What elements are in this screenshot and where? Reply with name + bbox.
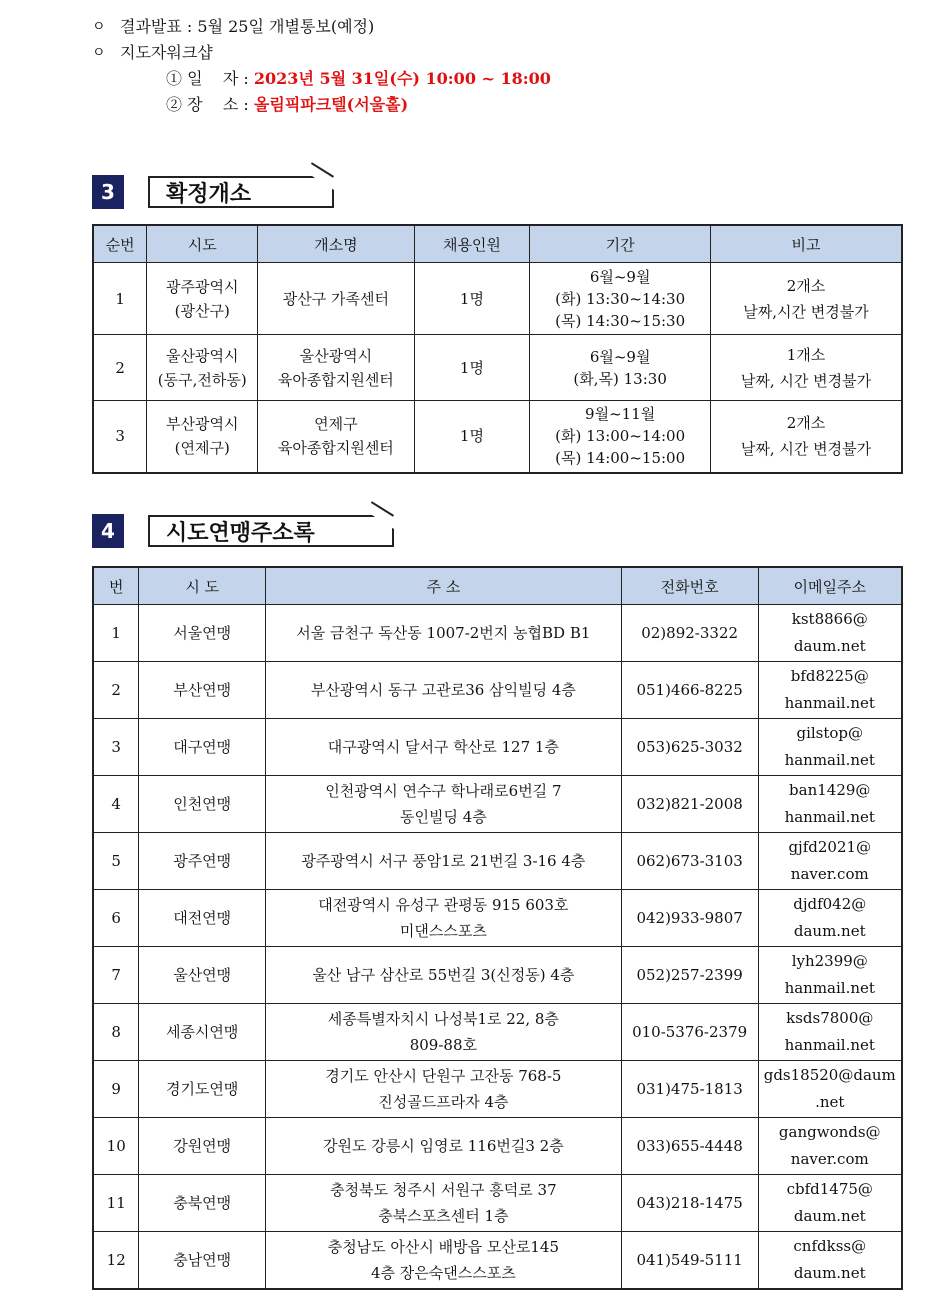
workshop-date <box>92 66 551 92</box>
table-header-row <box>93 567 902 605</box>
address-cell-line: 충북스포츠센터 1층 <box>378 1207 509 1225</box>
phone-cell: 042)933-9807 <box>621 890 758 947</box>
note-cell-line: 2개소 <box>786 276 826 295</box>
email-cell-line: daum.net <box>793 1264 866 1282</box>
col-header: 시 도 <box>139 567 266 605</box>
address-cell-line: 4층 장은숙댄스스포츠 <box>371 1264 516 1282</box>
row-number: 12 <box>93 1232 139 1290</box>
table-row <box>93 1175 902 1232</box>
col-header: 비고 <box>711 225 902 263</box>
email-cell <box>758 1004 902 1061</box>
row-number: 3 <box>93 401 147 473</box>
address-cell-line: 진성골드프라자 4층 <box>378 1093 509 1111</box>
email-cell-line: naver.com <box>790 1150 869 1168</box>
federation-name-cell: 부산연맹 <box>139 662 266 719</box>
note-cell <box>711 401 902 473</box>
email-cell <box>758 890 902 947</box>
period-cell-line: 9월~11월 <box>585 405 656 424</box>
phone-cell: 031)475-1813 <box>621 1061 758 1118</box>
note-cell-line: 날짜, 시간 변경불가 <box>740 440 872 459</box>
site-name-cell <box>258 263 415 335</box>
address-cell-line: 광주광역시 서구 풍암1로 21번길 3-16 4층 <box>301 852 586 870</box>
sido-cell-line: 울산광역시 <box>166 346 239 365</box>
row-number: 2 <box>93 662 139 719</box>
period-cell-line: 6월~9월 <box>589 347 651 366</box>
email-cell-line: ksds7800@ <box>786 1009 874 1027</box>
address-cell-line: 부산광역시 동구 고관로36 삼익빌딩 4층 <box>310 681 576 699</box>
federation-name-cell: 대전연맹 <box>139 890 266 947</box>
result-line <box>92 14 551 40</box>
col-header: 개소명 <box>258 225 415 263</box>
phone-cell: 033)655-4448 <box>621 1118 758 1175</box>
email-cell <box>758 1175 902 1232</box>
email-cell-line: cnfdkss@ <box>793 1237 867 1255</box>
address-cell <box>265 833 621 890</box>
tab-fold-corner <box>312 176 334 190</box>
period-cell <box>530 401 711 473</box>
sido-cell-line: 부산광역시 <box>166 415 239 434</box>
email-cell-line: bfd8225@ <box>790 667 869 685</box>
site-name-cell-line: 연제구 <box>314 415 358 434</box>
period-cell <box>530 263 711 335</box>
table-row <box>93 776 902 833</box>
table-row <box>93 1004 902 1061</box>
email-cell <box>758 719 902 776</box>
phone-cell: 032)821-2008 <box>621 776 758 833</box>
row-number: 1 <box>93 605 139 662</box>
address-cell <box>265 947 621 1004</box>
address-cell <box>265 605 621 662</box>
phone-cell: 052)257-2399 <box>621 947 758 1004</box>
email-cell-line: lyh2399@ <box>791 952 868 970</box>
address-cell-line: 충청북도 청주시 서원구 흥덕로 37 <box>330 1181 557 1199</box>
row-number: 11 <box>93 1175 139 1232</box>
federation-name-cell: 세종시연맹 <box>139 1004 266 1061</box>
sido-cell <box>147 263 258 335</box>
address-cell-line: 대전광역시 유성구 관평동 915 603호 <box>318 896 569 914</box>
federation-name-cell: 인천연맹 <box>139 776 266 833</box>
note-cell <box>711 263 902 335</box>
tab-fold-corner <box>372 515 394 529</box>
period-cell-line: (화) 13:30~14:30 <box>555 289 686 308</box>
address-cell-line: 충청남도 아산시 배방읍 모산로145 <box>327 1238 560 1256</box>
period-cell-line: (목) 14:00~15:00 <box>555 449 686 468</box>
email-cell-line: .net <box>815 1093 845 1111</box>
workshop-place <box>92 92 551 118</box>
section-title: 시도연맹주소록 <box>166 520 315 546</box>
col-header: 기간 <box>530 225 711 263</box>
section-4-header <box>92 514 394 548</box>
sido-cell-line: (연제구) <box>174 439 230 458</box>
place-value: 올림픽파크텔(서울홀) <box>253 95 409 114</box>
site-name-cell-line: 광산구 가족센터 <box>282 289 389 308</box>
table-row <box>93 833 902 890</box>
email-cell <box>758 1232 902 1290</box>
section-title-tab <box>148 515 394 547</box>
phone-cell: 010-5376-2379 <box>621 1004 758 1061</box>
row-number: 6 <box>93 890 139 947</box>
period-cell <box>530 335 711 401</box>
email-cell-line: ban1429@ <box>789 781 871 799</box>
row-number: 3 <box>93 719 139 776</box>
sido-cell-line: (광산구) <box>174 301 230 320</box>
federation-name-cell: 광주연맹 <box>139 833 266 890</box>
email-cell-line: hanmail.net <box>784 751 875 769</box>
address-cell <box>265 1232 621 1290</box>
email-cell-line: djdf042@ <box>793 895 867 913</box>
address-cell-line: 서울 금천구 독산동 1007-2번지 농협BD B1 <box>296 624 591 642</box>
row-number: 9 <box>93 1061 139 1118</box>
email-cell-line: hanmail.net <box>784 979 875 997</box>
table-row <box>93 1232 902 1290</box>
phone-cell: 062)673-3103 <box>621 833 758 890</box>
section-number: 3 <box>92 175 124 209</box>
federation-name-cell: 대구연맹 <box>139 719 266 776</box>
email-cell-line: gds18520@daum <box>763 1066 896 1084</box>
col-header: 번 <box>93 567 139 605</box>
email-cell-line: daum.net <box>793 922 866 940</box>
row-number: 4 <box>93 776 139 833</box>
email-cell <box>758 947 902 1004</box>
col-header: 전화번호 <box>621 567 758 605</box>
bullet-mark: ㅇ <box>92 45 106 61</box>
sido-cell <box>147 335 258 401</box>
table-row <box>93 335 902 401</box>
date-value: 2023년 5월 31일(수) 10:00 ~ 18:00 <box>253 69 551 88</box>
note-cell-line: 날짜,시간 변경불가 <box>743 302 869 321</box>
email-cell-line: gangwonds@ <box>778 1123 881 1141</box>
email-cell-line: gilstop@ <box>796 724 864 742</box>
col-header: 이메일주소 <box>758 567 902 605</box>
site-name-cell <box>258 401 415 473</box>
email-cell-line: kst8866@ <box>791 610 868 628</box>
table-row <box>93 719 902 776</box>
hire-count-cell: 1명 <box>414 263 530 335</box>
federation-name-cell: 충남연맹 <box>139 1232 266 1290</box>
phone-cell: 02)892-3322 <box>621 605 758 662</box>
address-cell-line: 세종특별자치시 나성북1로 22, 8층 <box>327 1010 559 1028</box>
sido-cell <box>147 401 258 473</box>
row-number: 10 <box>93 1118 139 1175</box>
table-row <box>93 890 902 947</box>
table-row <box>93 662 902 719</box>
address-cell <box>265 719 621 776</box>
site-name-cell-line: 육아종합지원센터 <box>277 439 394 458</box>
col-header: 주 소 <box>265 567 621 605</box>
note-cell-line: 2개소 <box>786 414 826 433</box>
email-cell <box>758 662 902 719</box>
site-name-cell <box>258 335 415 401</box>
email-cell <box>758 605 902 662</box>
address-cell-line: 대구광역시 달서구 학산로 127 1층 <box>327 738 559 756</box>
section-title: 확정개소 <box>166 181 252 207</box>
email-cell <box>758 776 902 833</box>
period-cell-line: (목) 14:30~15:30 <box>555 311 686 330</box>
federation-name-cell: 충북연맹 <box>139 1175 266 1232</box>
col-header: 채용인원 <box>414 225 530 263</box>
federation-name-cell: 강원연맹 <box>139 1118 266 1175</box>
federation-name-cell: 경기도연맹 <box>139 1061 266 1118</box>
sido-cell-line: (동구,전하동) <box>157 370 247 389</box>
federation-name-cell: 서울연맹 <box>139 605 266 662</box>
workshop-line <box>92 40 551 66</box>
result-text: 결과발표 : 5월 25일 개별통보(예정) <box>120 17 375 36</box>
row-number: 8 <box>93 1004 139 1061</box>
address-cell <box>265 890 621 947</box>
section-title-tab <box>148 176 334 208</box>
phone-cell: 043)218-1475 <box>621 1175 758 1232</box>
site-name-cell-line: 울산광역시 <box>299 346 373 365</box>
address-cell <box>265 1118 621 1175</box>
federation-address-table <box>92 566 903 1290</box>
address-cell-line: 울산 남구 삼산로 55번길 3(신정동) 4층 <box>312 966 575 984</box>
row-number: 1 <box>93 263 147 335</box>
table-row <box>93 1118 902 1175</box>
bullet-mark: ㅇ <box>92 19 106 35</box>
note-cell-line: 날짜, 시간 변경불가 <box>740 371 872 390</box>
email-cell-line: hanmail.net <box>784 808 875 826</box>
place-label: ② 장 소 : <box>166 95 254 114</box>
date-label: ① 일 자 : <box>166 69 254 88</box>
hire-count-cell: 1명 <box>414 335 530 401</box>
row-number: 5 <box>93 833 139 890</box>
address-cell-line: 인천광역시 연수구 학나래로6번길 7 <box>325 782 562 800</box>
address-cell <box>265 1175 621 1232</box>
hire-count-cell: 1명 <box>414 401 530 473</box>
phone-cell: 041)549-5111 <box>621 1232 758 1290</box>
workshop-text: 지도자워크샵 <box>120 43 213 62</box>
address-cell-line: 809-88호 <box>409 1036 477 1054</box>
phone-cell: 051)466-8225 <box>621 662 758 719</box>
address-cell <box>265 1004 621 1061</box>
period-cell-line: (화) 13:00~14:00 <box>555 427 686 446</box>
col-header: 순번 <box>93 225 147 263</box>
address-cell <box>265 776 621 833</box>
table-row <box>93 1061 902 1118</box>
site-name-cell-line: 육아종합지원센터 <box>277 370 394 389</box>
address-cell-line: 강원도 강릉시 임영로 116번길3 2층 <box>323 1137 564 1155</box>
email-cell-line: cbfd1475@ <box>786 1180 873 1198</box>
section-3-header <box>92 175 334 209</box>
address-cell <box>265 1061 621 1118</box>
section-number: 4 <box>92 514 124 548</box>
email-cell-line: hanmail.net <box>784 694 875 712</box>
email-cell-line: gjfd2021@ <box>788 838 872 856</box>
period-cell-line: 6월~9월 <box>589 267 651 286</box>
phone-cell: 053)625-3032 <box>621 719 758 776</box>
confirmed-sites-table <box>92 224 903 474</box>
email-cell <box>758 1061 902 1118</box>
note-cell <box>711 335 902 401</box>
table-row <box>93 605 902 662</box>
email-cell-line: daum.net <box>793 637 866 655</box>
table-row <box>93 401 902 473</box>
email-cell-line: daum.net <box>793 1207 866 1225</box>
email-cell-line: naver.com <box>790 865 869 883</box>
col-header: 시도 <box>147 225 258 263</box>
address-cell-line: 미댄스스포츠 <box>399 922 487 940</box>
address-cell <box>265 662 621 719</box>
table-row <box>93 947 902 1004</box>
federation-name-cell: 울산연맹 <box>139 947 266 1004</box>
email-cell-line: hanmail.net <box>784 1036 875 1054</box>
address-cell-line: 경기도 안산시 단원구 고잔동 768-5 <box>325 1067 562 1085</box>
row-number: 2 <box>93 335 147 401</box>
table-header-row <box>93 225 902 263</box>
address-cell-line: 동인빌딩 4층 <box>399 808 487 826</box>
table-row <box>93 263 902 335</box>
note-cell-line: 1개소 <box>786 345 826 364</box>
sido-cell-line: 광주광역시 <box>166 277 239 296</box>
period-cell-line: (화,목) 13:30 <box>573 369 667 388</box>
notice-bullets <box>92 14 551 118</box>
row-number: 7 <box>93 947 139 1004</box>
email-cell <box>758 1118 902 1175</box>
email-cell <box>758 833 902 890</box>
